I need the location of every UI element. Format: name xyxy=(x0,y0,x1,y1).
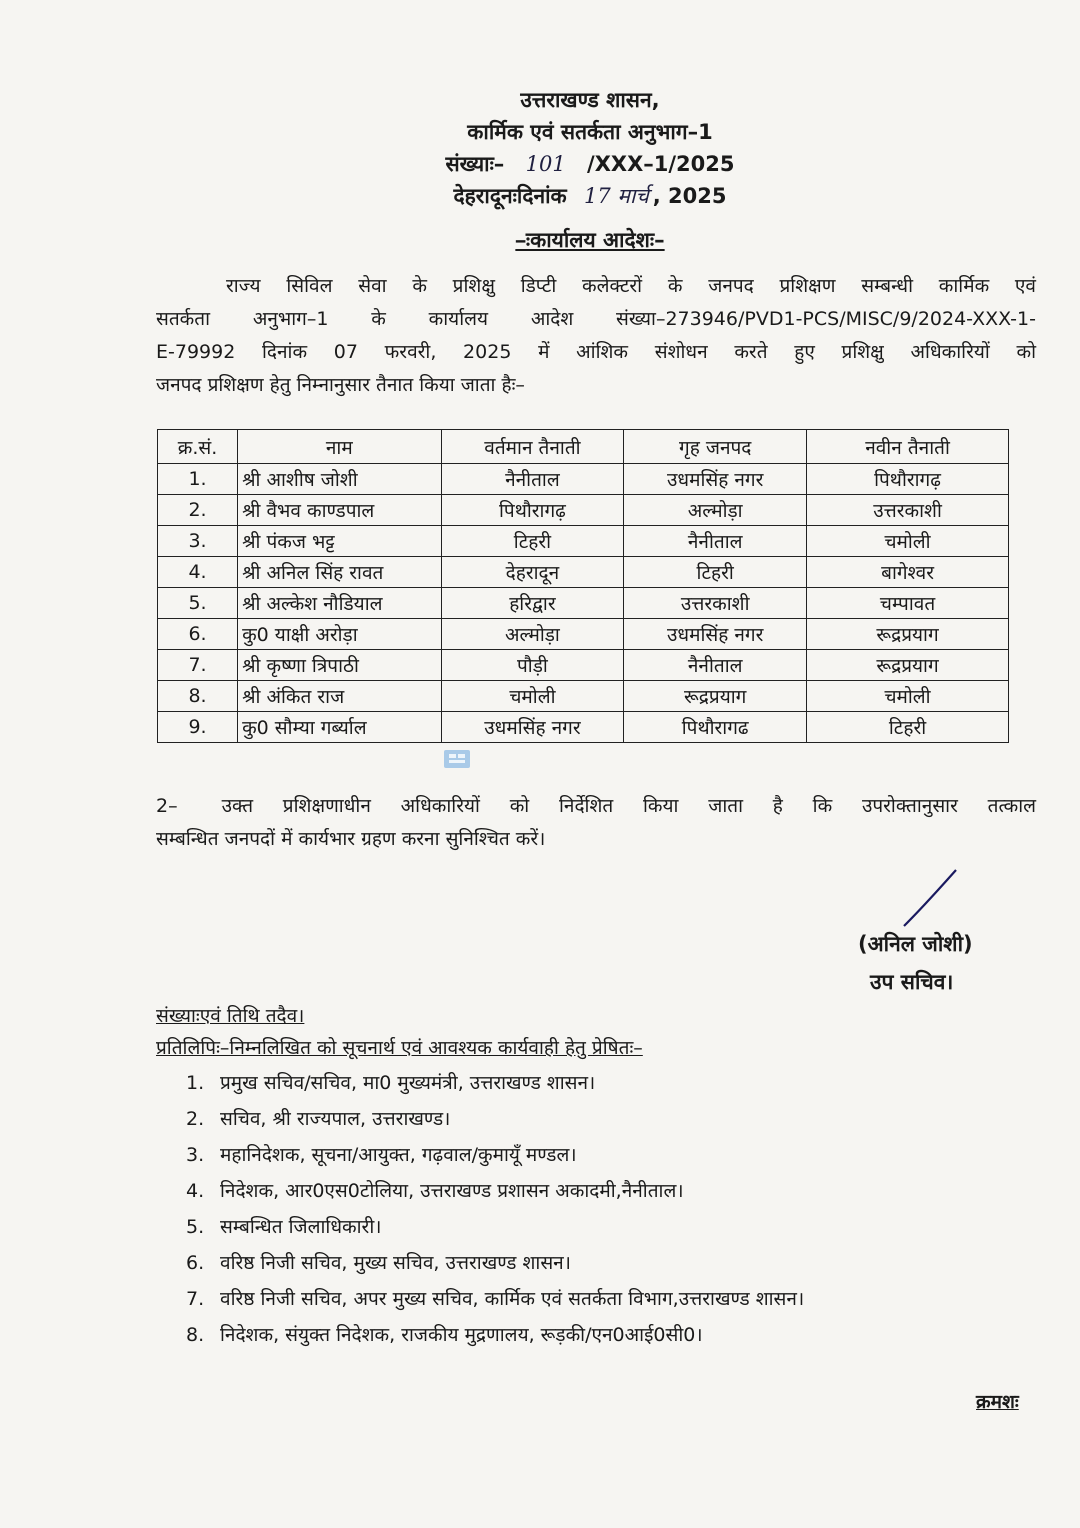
cell-home: अल्मोड़ा xyxy=(624,495,807,526)
signatory-name: (अनिल जोशी) xyxy=(858,932,973,956)
govt-name: उत्तराखण्ड शासन, xyxy=(520,88,660,112)
cell-new: उत्तरकाशी xyxy=(807,495,1009,526)
cell-new: टिहरी xyxy=(807,712,1009,743)
handwritten-date: 17 मार्च xyxy=(584,184,649,208)
instruction-line: सम्बन्धित जनपदों में कार्यभार ग्रहण करना सुनिश्चित करें। xyxy=(156,828,546,850)
cell-current: नैनीताल xyxy=(441,464,624,495)
cell-home: नैनीताल xyxy=(624,526,807,557)
cell-current: हरिद्वार xyxy=(441,588,624,619)
list-item: 2. सचिव, श्री राज्यपाल, उत्तराखण्ड। xyxy=(186,1108,451,1130)
cell-new: पिथौरागढ़ xyxy=(807,464,1009,495)
department-name: कार्मिक एवं सतर्कता अनुभाग–1 xyxy=(467,120,713,144)
list-item: 6. वरिष्ठ निजी सचिव, मुख्य सचिव, उत्तराखण्ड शासन। xyxy=(186,1252,571,1274)
col-home-district: गृह जनपद xyxy=(624,430,807,464)
watermark-icon xyxy=(440,742,478,774)
cell-current: टिहरी xyxy=(441,526,624,557)
col-serial: क्र.सं. xyxy=(158,430,238,464)
cell-home: उधमसिंह नगर xyxy=(624,619,807,650)
signatory-designation: उप सचिव। xyxy=(870,970,954,994)
instruction-paragraph xyxy=(156,790,1036,856)
col-current-posting: वर्तमान तैनाती xyxy=(441,430,624,464)
list-item: 1. प्रमुख सचिव/सचिव, मा0 मुख्यमंत्री, उत्तराखण्ड शासन। xyxy=(186,1072,596,1094)
list-item: 4. निदेशक, आर0एस0टोलिया, उत्तराखण्ड प्रशासन अकादमी,नैनीताल। xyxy=(186,1180,684,1202)
cell-new: चमोली xyxy=(807,681,1009,712)
copy-list xyxy=(186,1068,804,1356)
cell-current: उधमसिंह नगर xyxy=(441,712,624,743)
order-number: संख्याः– 101 /XXX–1/2025 xyxy=(445,152,735,176)
cell-name: श्री कृष्णा त्रिपाठी xyxy=(238,650,441,681)
list-item: 8. निदेशक, संयुक्त निदेशक, राजकीय मुद्रणालय, रूड़की/एन0आई0सी0। xyxy=(186,1324,703,1346)
cell-current: पौड़ी xyxy=(441,650,624,681)
cell-serial: 8. xyxy=(158,681,238,712)
cell-serial: 9. xyxy=(158,712,238,743)
cell-home: उधमसिंह नगर xyxy=(624,464,807,495)
instruction-line: 2– उक्त प्रशिक्षणाधीन अधिकारियों को निर्देशित किया जाता है कि उपरोक्तानुसार तत्काल xyxy=(156,795,1036,817)
table-row xyxy=(158,526,1009,557)
col-name: नाम xyxy=(238,430,441,464)
cell-serial: 6. xyxy=(158,619,238,650)
intro-line: E-79992 दिनांक 07 फरवरी, 2025 में आंशिक संशोधन करते हुए प्रशिक्षु अधिकारियों को xyxy=(156,341,1036,363)
cell-serial: 7. xyxy=(158,650,238,681)
para-number: 2– xyxy=(156,795,178,817)
cell-name: श्री अंकित राज xyxy=(238,681,441,712)
table-row xyxy=(158,464,1009,495)
cell-current: देहरादून xyxy=(441,557,624,588)
table-row xyxy=(158,712,1009,743)
cell-serial: 2. xyxy=(158,495,238,526)
cell-name: श्री वैभव काण्डपाल xyxy=(238,495,441,526)
cell-serial: 5. xyxy=(158,588,238,619)
cell-new: रूद्रप्रयाग xyxy=(807,650,1009,681)
cell-name: श्री अल्केश नौडियाल xyxy=(238,588,441,619)
cell-home: उत्तरकाशी xyxy=(624,588,807,619)
intro-line: जनपद प्रशिक्षण हेतु निम्नानुसार तैनात किया जाता हैः– xyxy=(156,374,525,396)
cell-name: कु0 सौम्या गर्ब्याल xyxy=(238,712,441,743)
table-row xyxy=(158,650,1009,681)
intro-paragraph xyxy=(156,270,1036,402)
cell-new: रूद्रप्रयाग xyxy=(807,619,1009,650)
cell-home: टिहरी xyxy=(624,557,807,588)
table-row xyxy=(158,681,1009,712)
cell-current: पिथौरागढ़ xyxy=(441,495,624,526)
cell-name: श्री अनिल सिंह रावत xyxy=(238,557,441,588)
cell-new: चम्पावत xyxy=(807,588,1009,619)
cell-name: कु0 याक्षी अरोड़ा xyxy=(238,619,441,650)
cell-new: बागेश्वर xyxy=(807,557,1009,588)
table-row xyxy=(158,495,1009,526)
table-header-row xyxy=(158,430,1009,464)
copy-heading: प्रतिलिपिः–निम्नलिखित को सूचनार्थ एवं आवश्यक कार्यवाही हेतु प्रेषितः– xyxy=(156,1037,643,1059)
intro-line: सतर्कता अनुभाग–1 के कार्यालय आदेश संख्या–273946/PVD1-PCS/MISC/9/2024-XXX-1- xyxy=(156,308,1036,330)
posting-table xyxy=(157,429,1009,743)
cell-current: अल्मोड़ा xyxy=(441,619,624,650)
cell-serial: 4. xyxy=(158,557,238,588)
list-item: 3. महानिदेशक, सूचना/आयुक्त, गढ़वाल/कुमायूँ मण्डल। xyxy=(186,1144,577,1166)
place-date: देहरादूनःदिनांक 17 मार्च , 2025 xyxy=(453,184,727,208)
table-row xyxy=(158,588,1009,619)
continued-marker: क्रमशः xyxy=(976,1391,1019,1413)
cell-home: रूद्रप्रयाग xyxy=(624,681,807,712)
cell-serial: 1. xyxy=(158,464,238,495)
table-row xyxy=(158,619,1009,650)
table-row xyxy=(158,557,1009,588)
reference-line: संख्याःएवं तिथि तदैव। xyxy=(156,1005,305,1027)
cell-home: पिथौरागढ xyxy=(624,712,807,743)
cell-home: नैनीताल xyxy=(624,650,807,681)
cell-serial: 3. xyxy=(158,526,238,557)
list-item: 5. सम्बन्धित जिलाधिकारी। xyxy=(186,1216,382,1238)
cell-current: चमोली xyxy=(441,681,624,712)
cell-name: श्री पंकज भट्ट xyxy=(238,526,441,557)
intro-line: राज्य सिविल सेवा के प्रशिक्षु डिप्टी कलेक्टरों के जनपद प्रशिक्षण सम्बन्धी कार्मिक एवं xyxy=(226,275,1036,297)
list-item: 7. वरिष्ठ निजी सचिव, अपर मुख्य सचिव, कार्मिक एवं सतर्कता विभाग,उत्तराखण्ड शासन। xyxy=(186,1288,805,1310)
order-title: –ःकार्यालय आदेशः– xyxy=(515,228,665,252)
signature-mark xyxy=(896,866,966,930)
col-new-posting: नवीन तैनाती xyxy=(807,430,1009,464)
cell-name: श्री आशीष जोशी xyxy=(238,464,441,495)
cell-new: चमोली xyxy=(807,526,1009,557)
handwritten-number: 101 xyxy=(525,152,566,176)
